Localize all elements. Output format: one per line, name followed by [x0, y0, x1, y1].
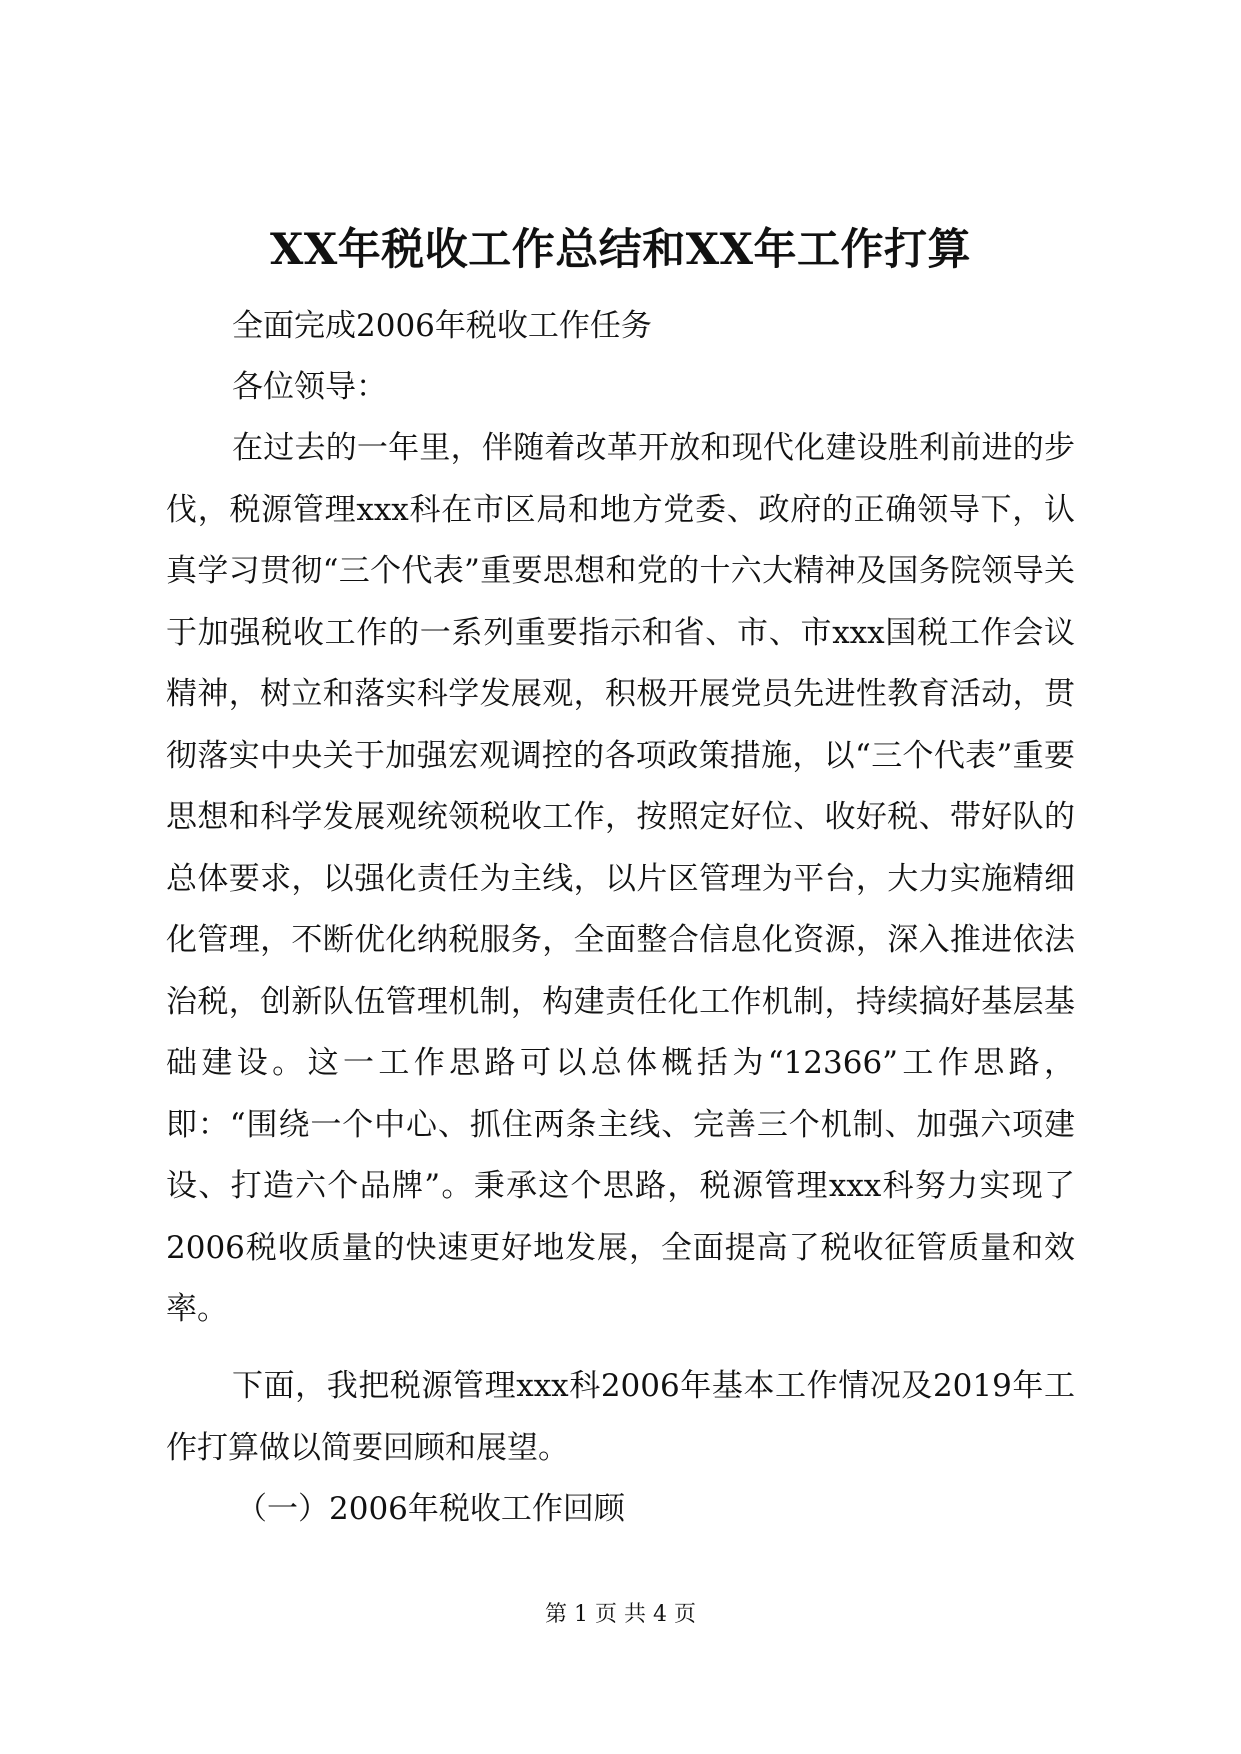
document-title: XX年税收工作总结和XX年工作打算 [270, 225, 971, 275]
body-paragraph-2: 下面，我把税源管理xxx科2006年基本工作情况及2019年工作打算做以简要回顾和展望。 [166, 1368, 1075, 1466]
greeting: 各位领导： [232, 369, 387, 405]
document-subtitle: 全面完成2006年税收工作任务 [232, 308, 652, 344]
body-paragraph-1: 在过去的一年里，伴随着改革开放和现代化建设胜利前进的步伐，税源管理xxx科在市区局和地方党委、政府的正确领导下，认真学习贯彻“三个代表”重要思想和党的十六大精神及国务院领导关于加强税收工作的一系列重要指示和省、市、市xxx国税工作会议精神，树立和落实科学发展观，积极开展党员先进性教育活动，贯彻落实中央关于加强宏观调控的各项政策措施，以“三个代表”重要思想和科学发展观统领税收工作，按照定好位、收好税、带好队的总体要求，以强化责任为主线，以片区管理为平台，大力实施精细化管理，不断优化纳税服务，全面整合信息化资源，深入推进依法治税，创新队伍管理机制，构建责任化工作机制，持续搞好基层基础建设。这一工作思路可以总体概括为“12366”工作思路，即：“围绕一个中心、抓住两条主线、完善三个机制、加强六项建设、打造六个品牌”。秉承这个思路，税源管理xxx科努力实现了2006税收质量的快速更好地发展，全面提高了税收征管质量和效率。 [166, 430, 1075, 1327]
section-heading: （一）2006年税收工作回顾 [236, 1491, 625, 1527]
page-number-footer: 第 1 页 共 4 页 [545, 1602, 696, 1627]
